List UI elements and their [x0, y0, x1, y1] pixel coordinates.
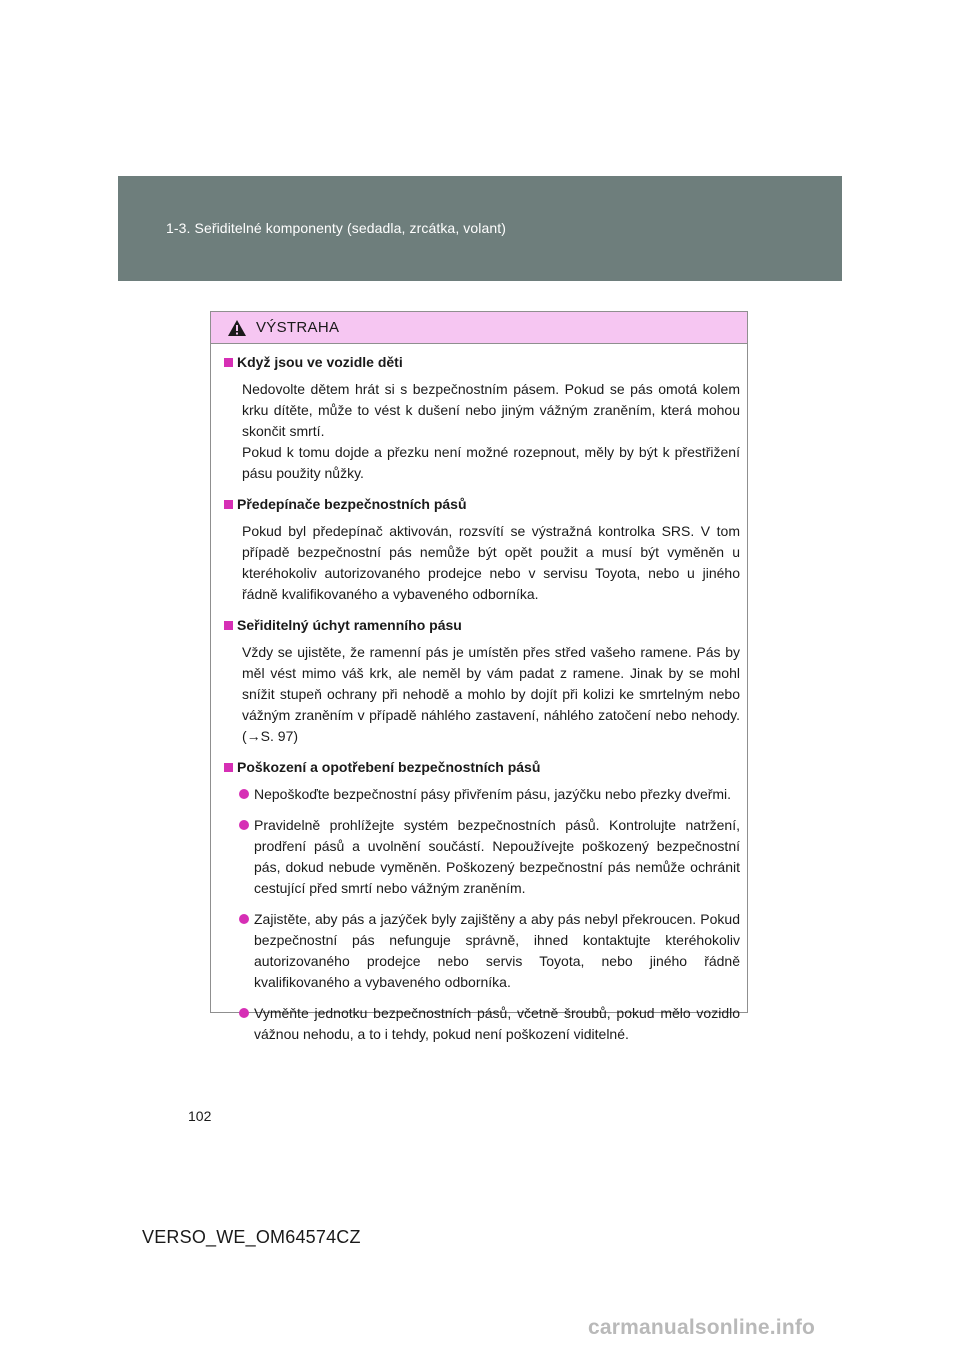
list-item	[224, 784, 740, 805]
document-code: VERSO_WE_OM64574CZ	[142, 1227, 361, 1247]
section-paragraph: Pokud byl předepínač aktivován, rozsvítí se výstražná kontrolka SRS. V tom případě bezpečnostní pás nemůže být opět použit a musí být vyměněn u kteréhokoliv autorizovaného prodejce nebo v servisu Toyota, nebo u jiného řádně kvalifikovaného a vybaveného odborníka.	[242, 523, 740, 602]
section-paragraph: Pokud k tomu dojde a přezku není možné rozepnout, měly by být k přestřižení pásu použity nůžky.	[242, 444, 740, 481]
section-children	[224, 352, 740, 484]
round-bullet-icon	[239, 820, 249, 830]
section-paragraph: Vždy se ujistěte, že ramenní pás je umístěn přes střed vašeho ramene. Pás by měl vést mimo váš krk, ale neměl by vám padat z ramene. Jinak by se mohl snížit stupeň ochrany při nehodě a mohlo by dojít při kolizi ke smrtelným nebo vážným zraněním v případě náhlého zastavení, náhlého zatočení nebo nehody. (→S. 97)	[242, 644, 740, 744]
section-heading: Poškození a opotřebení bezpečnostních pásů	[237, 759, 541, 775]
warning-body	[211, 344, 747, 1045]
square-bullet-icon	[224, 500, 233, 509]
warning-triangle-icon	[227, 319, 247, 337]
list-item	[224, 909, 740, 993]
square-bullet-icon	[224, 763, 233, 772]
round-bullet-icon	[239, 914, 249, 924]
square-bullet-icon	[224, 621, 233, 630]
page-number: 102	[188, 1108, 212, 1124]
section-heading: Když jsou ve vozidle děti	[237, 354, 403, 370]
list-item-text: Pravidelně prohlížejte systém bezpečnostních pásů. Kontrolujte natržení, prodření pásů a uvolnění součástí. Nepoužívejte poškozený bezpečnostní pás, dokud nebude vyměněn. Poškozený bezpečnostní pás nemůže ochránit cestující před smrtí nebo vážným zraněním.	[254, 817, 740, 896]
list-item-text: Zajistěte, aby pás a jazýček byly zajištěny a aby pás nebyl překroucen. Pokud bezpečnostní pás nefunguje správně, ihned kontaktujte kteréhokoliv autorizovaného prodejce nebo servis Toyota, nebo jiného řádně kvalifikovaného a vybaveného odborníka.	[254, 911, 740, 990]
square-bullet-icon	[224, 358, 233, 367]
list-item-text: Vyměňte jednotku bezpečnostních pásů, včetně šroubů, pokud mělo vozidlo vážnou nehodu, a to i tehdy, pokud není poškození viditelné.	[254, 1005, 740, 1042]
section-heading: Seřiditelný úchyt ramenního pásu	[237, 617, 462, 633]
list-item-text: Nepoškoďte bezpečnostní pásy přivřením pásu, jazýčku nebo přezky dveřmi.	[254, 786, 732, 802]
round-bullet-icon	[239, 789, 249, 799]
section-damage	[224, 757, 740, 1045]
round-bullet-icon	[239, 1008, 249, 1018]
warning-header	[211, 312, 747, 344]
warning-box	[210, 311, 748, 1042]
chapter-title: 1-3. Seřiditelné komponenty (sedadla, zrcátka, volant)	[166, 220, 507, 236]
section-shoulder-anchor	[224, 615, 740, 747]
warning-title: VÝSTRAHA	[256, 319, 340, 336]
list-item	[224, 815, 740, 899]
watermark: carmanualsonline.info	[588, 1316, 816, 1339]
section-pretensioners	[224, 494, 740, 605]
section-paragraph: Nedovolte dětem hrát si s bezpečnostním pásem. Pokud se pás omotá kolem krku dítěte, může to vést k dušení nebo jiným vážným zraněním, která mohou skončit smrtí.	[242, 381, 740, 439]
list-item	[224, 1003, 740, 1045]
section-heading: Předepínače bezpečnostních pásů	[237, 496, 467, 512]
chapter-header-band	[118, 176, 842, 281]
